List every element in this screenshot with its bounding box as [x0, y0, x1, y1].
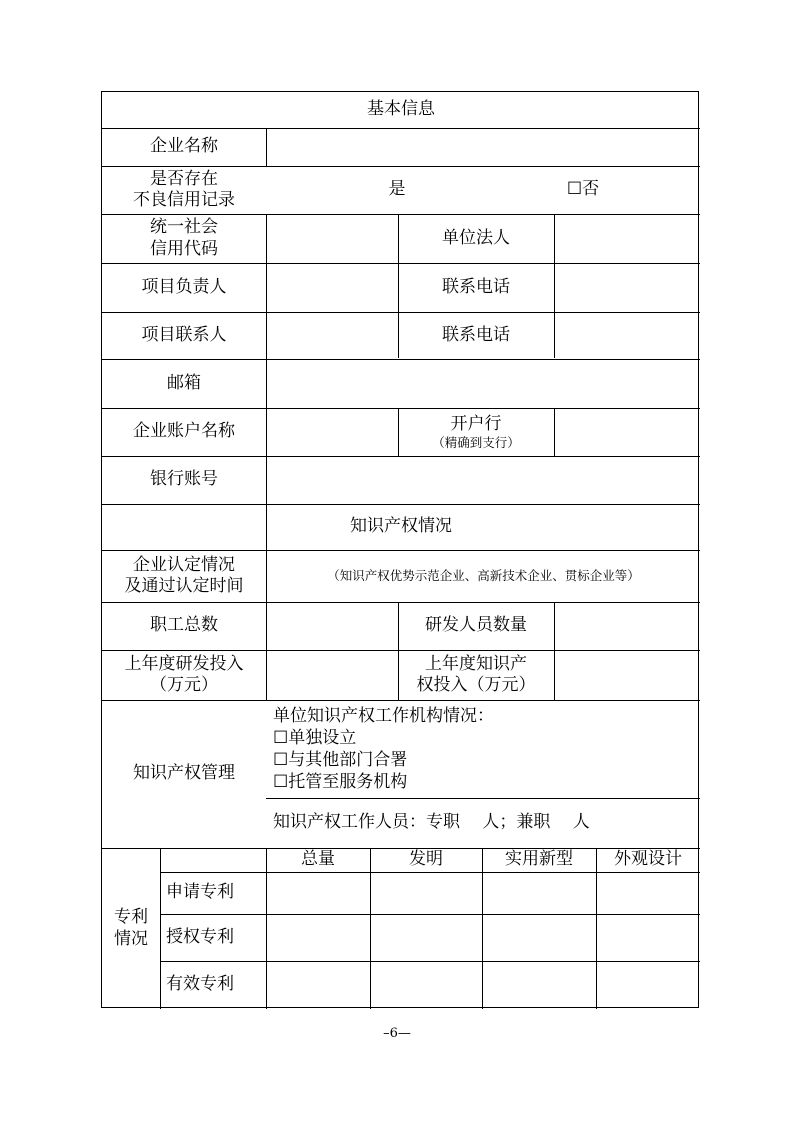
rd-investment-field[interactable]	[267, 650, 398, 700]
credit-no-checkbox[interactable]: ☐否	[566, 179, 600, 200]
company-name-label: 企业名称	[150, 136, 218, 157]
patent-label-line2: 情况	[114, 928, 148, 949]
credit-code-field[interactable]	[267, 214, 398, 263]
rd-staff-label: 研发人员数量	[425, 615, 527, 636]
credit-record-label	[102, 166, 266, 214]
bank-label	[398, 408, 554, 456]
staff-total-field[interactable]	[267, 602, 398, 650]
bank-label-text: 开户行	[450, 413, 502, 434]
certification-field-note[interactable]: （知识产权优势示范企业、高新技术企业、贯标企业等）	[327, 568, 640, 584]
credit-code-label-line1: 统一社会	[150, 217, 218, 238]
account-no-label: 银行账号	[150, 469, 218, 490]
certification-label	[102, 550, 266, 602]
certification-label-line2: 及通过认定时间	[124, 576, 244, 596]
credit-yes-option[interactable]: 是	[388, 179, 406, 200]
ip-investment-label-line1: 上年度知识产	[425, 653, 527, 674]
leader-phone-label: 联系电话	[442, 276, 510, 297]
email-field[interactable]	[267, 359, 700, 408]
legal-rep-label: 单位法人	[442, 227, 510, 248]
rd-investment-label-line2: （万元）	[150, 675, 218, 695]
credit-code-label-line2: 信用代码	[150, 238, 218, 259]
contact-phone-field[interactable]	[555, 312, 700, 359]
patent-col-total: 总量	[301, 849, 335, 870]
bank-field[interactable]	[555, 408, 700, 456]
ip-org-title: 单位知识产权工作机构情况：	[273, 705, 494, 726]
ip-org-option-outsourced[interactable]: ☐托管至服务机构	[273, 772, 408, 793]
patent-row-granted: 授权专利	[166, 926, 234, 947]
ip-org-section	[267, 700, 700, 798]
project-leader-label: 项目负责人	[141, 276, 227, 297]
account-name-label: 企业账户名称	[133, 421, 235, 442]
bank-note: （精确到支行）	[432, 434, 520, 450]
legal-rep-field[interactable]	[555, 214, 700, 263]
ip-info-header: 知识产权情况	[350, 516, 452, 537]
patent-col-utility: 实用新型	[505, 849, 573, 870]
email-label: 邮箱	[167, 372, 201, 393]
application-form-table	[101, 91, 699, 1008]
ip-org-option-independent[interactable]: ☐单独设立	[273, 727, 357, 748]
ip-investment-label-line2: 权投入（万元）	[416, 675, 536, 695]
patent-row-valid: 有效专利	[166, 974, 234, 995]
ip-org-option-merged[interactable]: ☐与其他部门合署	[273, 750, 408, 770]
project-leader-field[interactable]	[267, 263, 398, 312]
rd-investment-label-line1: 上年度研发投入	[124, 653, 244, 674]
patent-col-design: 外观设计	[614, 849, 682, 870]
account-name-field[interactable]	[267, 408, 398, 456]
ip-investment-label	[398, 650, 554, 700]
page-number: –6—	[383, 1026, 411, 1041]
rd-investment-label	[102, 650, 266, 700]
credit-record-label-line1: 是否存在	[150, 168, 218, 189]
ip-investment-field[interactable]	[555, 650, 700, 700]
ip-management-label: 知识产权管理	[133, 763, 235, 784]
patent-row-applied: 申请专利	[166, 882, 234, 903]
account-no-field[interactable]	[267, 456, 700, 504]
certification-label-line1: 企业认定情况	[133, 554, 235, 575]
project-contact-field[interactable]	[267, 312, 398, 359]
ip-personnel-row[interactable]: 知识产权工作人员：专职 人；兼职 人	[273, 812, 590, 833]
leader-phone-field[interactable]	[555, 263, 700, 312]
basic-info-header: 基本信息	[367, 99, 435, 120]
credit-record-label-line2: 不良信用记录	[133, 190, 235, 210]
rd-staff-field[interactable]	[555, 602, 700, 650]
contact-phone-label: 联系电话	[442, 324, 510, 345]
patent-col-invention: 发明	[409, 849, 443, 870]
project-contact-label: 项目联系人	[141, 324, 227, 345]
patent-label	[102, 848, 160, 1009]
company-name-field[interactable]	[267, 128, 700, 166]
patent-label-line1: 专利	[114, 907, 148, 928]
credit-code-label	[102, 214, 266, 263]
staff-total-label: 职工总数	[150, 615, 218, 636]
